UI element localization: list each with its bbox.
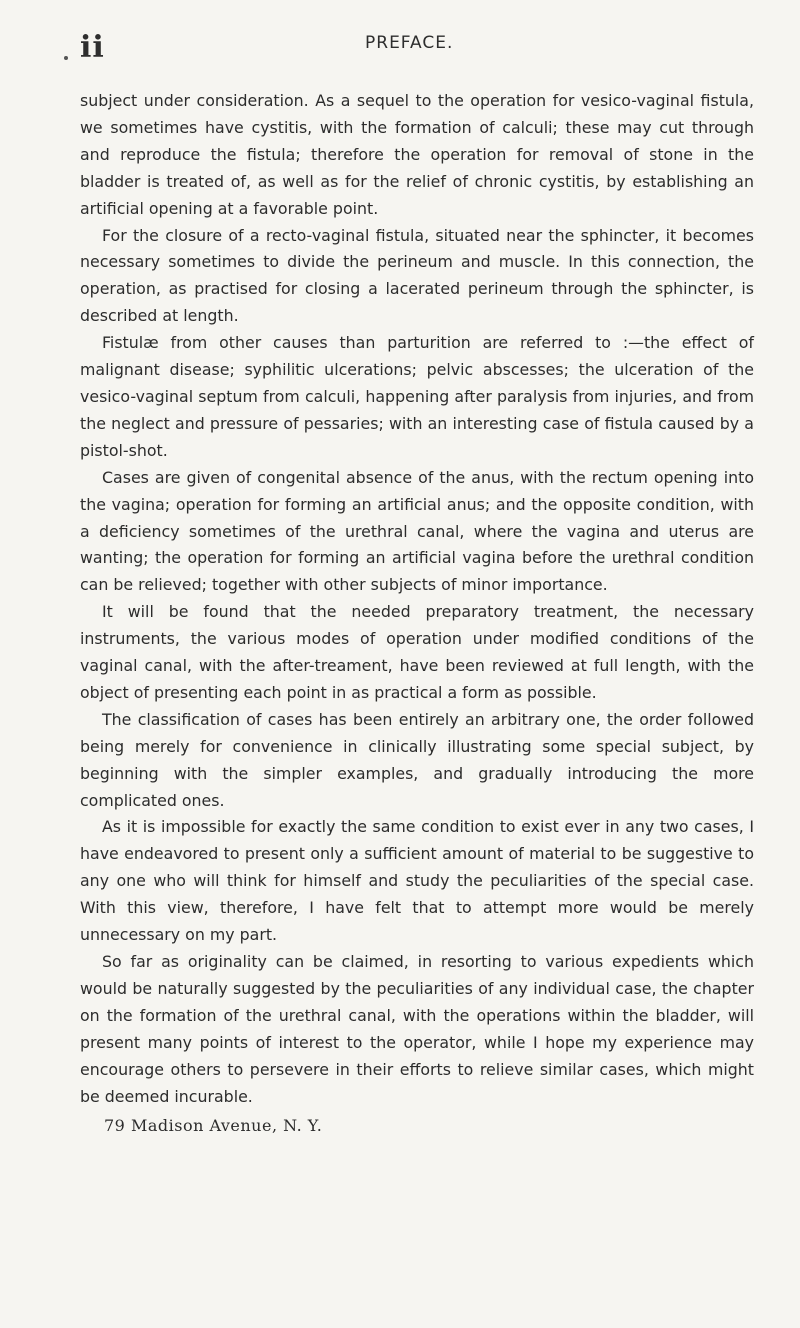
paragraph: subject under consideration. As a sequel to the operation for vesico-vaginal fistula, we sometimes have cystitis, with the formation of calculi; these may cut through and reproduce the fistula; therefore the operation for removal of stone in the bladder is treated of, as well as for the relief of chronic cystitis, by establishing an artificial opening at a favorable point.	[80, 91, 754, 218]
paragraph: As it is impossible for exactly the same condition to exist ever in any two cases, I have endeavored to present only a sufficient amount of material to be suggestive to any one who will think for himself and study the peculiarities of the special case. With this view, therefore, I have felt that to attempt more would be merely unnecessary on my part.	[80, 817, 754, 945]
preface-body	[80, 88, 754, 1110]
author-address: 79 Madison Avenue, N. Y.	[104, 1116, 323, 1135]
paragraph: The classification of cases has been entirely an arbitrary one, the order followed being merely for convenience in clinically illustrating some special subject, by beginning with the simpler examples, and gradually introducing the more complicated ones.	[80, 709, 754, 810]
paragraph: Fistulæ from other causes than parturition are referred to :—the effect of malignant disease; syphilitic ulcerations; pelvic abscesses; the ulceration of the vesico-vaginal septum from calculi, happening after paralysis from injuries, and from the neglect and pressure of pessaries; with an interesting case of fistula caused by a pistol-shot.	[80, 333, 754, 460]
running-head: PREFACE.	[365, 33, 454, 53]
ink-speck-icon	[64, 56, 68, 60]
paragraph: For the closure of a recto-vaginal fistula, situated near the sphincter, it becomes necessary sometimes to divide the perineum and muscle. In this connection, the operation, as practised for closing a lacerated perineum through the sphincter, is described at length.	[80, 225, 754, 326]
paragraph: Cases are given of congenital absence of the anus, with the rectum opening into the vagina; operation for forming an artificial anus; and the opposite condition, with a deficiency sometimes of the urethral canal, where the vagina and uterus are wanting; the operation for forming an artificial vagina before the urethral condition can be relieved; together with other subjects of minor importance.	[80, 467, 754, 595]
page-number: ii	[80, 30, 105, 65]
paragraph: So far as originality can be claimed, in resorting to various expedients which would be naturally suggested by the peculiarities of any individual case, the chapter on the formation of the urethral canal, with the operations within the bladder, will present many points of interest to the operator, while I hope my experience may encourage others to persevere in their efforts to relieve similar cases, which might be deemed incurable.	[80, 952, 754, 1106]
paragraph: It will be found that the needed preparatory treatment, the necessary instruments, the various modes of operation under modified conditions of the vaginal canal, with the after-treament, have been reviewed at full length, with the object of presenting each point in as practical a form as possible.	[80, 602, 754, 702]
